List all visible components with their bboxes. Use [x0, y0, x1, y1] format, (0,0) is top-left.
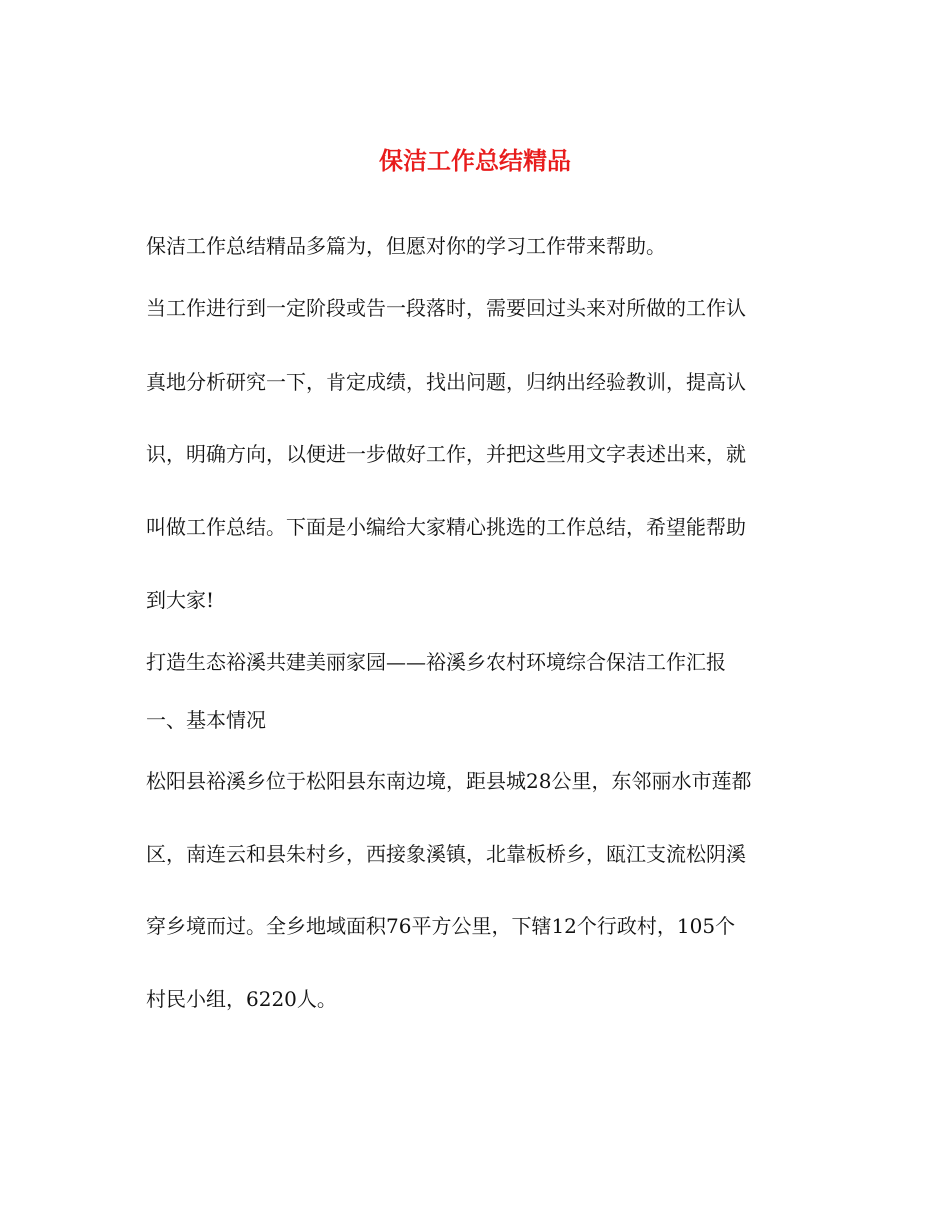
body-line: 区，南连云和县朱村乡，西接象溪镇，北靠板桥乡，瓯江支流松阴溪 — [146, 842, 746, 866]
body-line: 叫做工作总结。下面是小编给大家精心挑选的工作总结，希望能帮助 — [146, 515, 746, 539]
body-line: 识，明确方向，以便进一步做好工作，并把这些用文字表述出来，就 — [146, 442, 746, 466]
intro-line: 保洁工作总结精品多篇为，但愿对你的学习工作带来帮助。 — [146, 234, 666, 258]
body-line: 穿乡境而过。全乡地域面积76平方公里，下辖12个行政村，105个 — [146, 914, 736, 938]
section-heading: 打造生态裕溪共建美丽家园——裕溪乡农村环境综合保洁工作汇报 — [146, 650, 726, 674]
document-title: 保洁工作总结精品 — [379, 146, 571, 175]
body-line: 松阳县裕溪乡位于松阳县东南边境，距县城28公里，东邻丽水市莲都 — [146, 769, 752, 793]
body-line: 到大家! — [146, 588, 215, 612]
subsection-heading: 一、基本情况 — [146, 708, 266, 732]
body-line: 当工作进行到一定阶段或告一段落时，需要回过头来对所做的工作认 — [146, 296, 746, 320]
body-line: 真地分析研究一下，肯定成绩，找出问题，归纳出经验教训，提高认 — [146, 370, 746, 394]
body-line: 村民小组，6220人。 — [146, 987, 337, 1011]
